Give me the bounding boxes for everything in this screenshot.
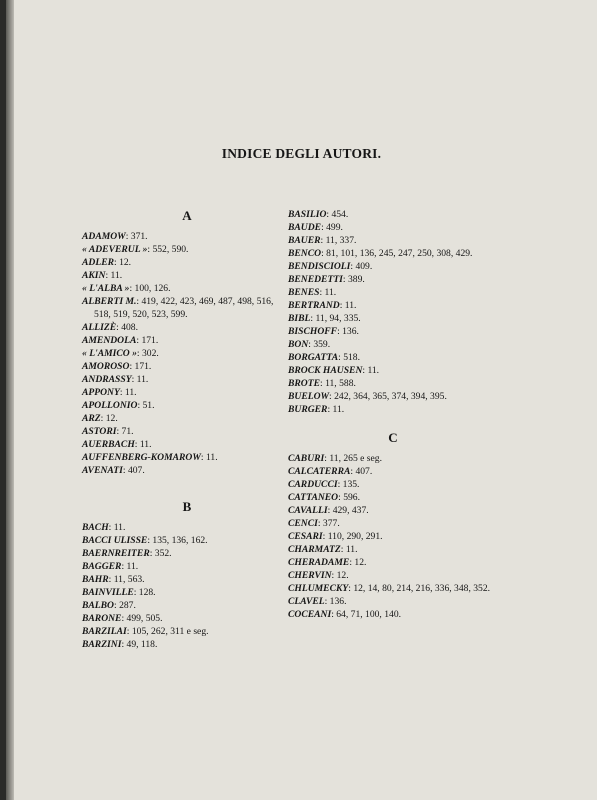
page-references: : 136.: [337, 326, 359, 337]
page-references: : 409.: [350, 261, 373, 272]
author-name: BROCK HAUSEN: [288, 365, 363, 376]
index-column-right: [288, 208, 498, 621]
page-references: : 51.: [137, 400, 155, 411]
page-references: : 171.: [136, 335, 159, 346]
index-entry: [288, 504, 498, 517]
index-entry: [288, 491, 498, 504]
author-name: CHLUMECKY: [288, 583, 349, 594]
author-name: ANDRASSY: [82, 374, 132, 385]
author-name: BAHR: [82, 574, 109, 585]
author-name: ADAMOW: [82, 231, 126, 242]
author-name: BACH: [82, 522, 109, 533]
index-entry: [82, 230, 292, 243]
page-references: : 100, 126.: [129, 283, 171, 294]
index-entry: [288, 260, 498, 273]
index-entry: [82, 573, 292, 586]
author-name: COCEANI: [288, 609, 332, 620]
author-name: BENEDETTI: [288, 274, 343, 285]
page-references: : 11.: [131, 374, 149, 385]
index-entry: [288, 452, 498, 465]
index-entry: [82, 269, 292, 282]
index-entry: [288, 325, 498, 338]
page-references: : 454.: [326, 209, 349, 220]
index-entry: [82, 412, 292, 425]
author-name: ALLIZÈ: [82, 322, 117, 333]
index-entry: [288, 312, 498, 325]
page-references: : 11.: [339, 300, 357, 311]
index-entry: [288, 286, 498, 299]
index-entry: [288, 517, 498, 530]
page-references: : 11.: [121, 561, 139, 572]
index-entry: [82, 625, 292, 638]
index-entry: [82, 282, 292, 295]
index-entry: [288, 351, 498, 364]
author-name: BUELOW: [288, 391, 330, 402]
index-entry: [82, 373, 292, 386]
index-entry: [288, 530, 498, 543]
author-name: AMOROSO: [82, 361, 130, 372]
index-entry: [288, 377, 498, 390]
author-name: BARZINI: [82, 639, 122, 650]
author-name: BASILIO: [288, 209, 327, 220]
section-letter: A: [182, 208, 192, 223]
author-name: CHERVIN: [288, 570, 332, 581]
author-name: CABURI: [288, 453, 325, 464]
author-name: BAINVILLE: [82, 587, 134, 598]
author-name: BURGER: [288, 404, 328, 415]
page-references: : 171.: [129, 361, 152, 372]
page-references: : 407.: [350, 466, 373, 477]
author-name: BAERNREITER: [82, 548, 150, 559]
author-name: CARDUCCI: [288, 479, 338, 490]
page-references: : 518.: [338, 352, 360, 363]
page-references: : 11, 265 e seg.: [324, 453, 382, 464]
author-name: CATTANEO: [288, 492, 339, 503]
index-entry: [288, 556, 498, 569]
author-name: BENES: [288, 287, 320, 298]
index-entry: [82, 334, 292, 347]
section-letter: B: [182, 499, 192, 514]
index-entry: [82, 560, 292, 573]
index-entry: [82, 347, 292, 360]
index-entry: [288, 247, 498, 260]
author-name: CHERADAME: [288, 557, 350, 568]
page-references: : 11, 94, 335.: [310, 313, 361, 324]
page-references: : 287.: [114, 600, 136, 611]
page-references: : 499.: [321, 222, 343, 233]
page-references: : 136.: [324, 596, 347, 607]
author-name: ARZ: [82, 413, 101, 424]
page-references: : 12.: [100, 413, 118, 424]
author-name: BAUDE: [288, 222, 322, 233]
author-name: BON: [288, 339, 309, 350]
author-name: BIBL: [288, 313, 311, 324]
page-references: : 11.: [105, 270, 123, 281]
index-entry: [288, 582, 498, 595]
page-references: : 105, 262, 311 e seg.: [126, 626, 209, 637]
index-entry: [82, 399, 292, 412]
author-name: BARZILAI: [82, 626, 127, 637]
page-references: : 128.: [133, 587, 156, 598]
page-references: : 419, 422, 423, 469, 487, 498, 516, 518, 519, 520, 523, 599.: [94, 296, 274, 320]
index-entry: [82, 425, 292, 438]
index-entry: [288, 221, 498, 234]
index-entry: [82, 599, 292, 612]
author-name: CAVALLI: [288, 505, 328, 516]
page-references: : 499, 505.: [121, 613, 163, 624]
index-entry: [288, 338, 498, 351]
page-references: : 371.: [125, 231, 148, 242]
index-entry: [82, 612, 292, 625]
index-entry: [82, 256, 292, 269]
author-name: BACCI ULISSE: [82, 535, 148, 546]
page-references: : 11.: [327, 404, 345, 415]
page-title: INDICE DEGLI AUTORI.: [221, 146, 382, 161]
index-entry: [82, 586, 292, 599]
index-entry: [82, 438, 292, 451]
author-name: BORGATTA: [288, 352, 339, 363]
page-references: : 11.: [362, 365, 380, 376]
page-references: : 596.: [338, 492, 360, 503]
section-letter: C: [388, 430, 398, 445]
author-name: ASTORI: [82, 426, 117, 437]
entry-list: [288, 452, 498, 621]
index-entry: [288, 273, 498, 286]
index-entry: [288, 299, 498, 312]
author-name: BARONE: [82, 613, 122, 624]
index-entry: [288, 208, 498, 221]
page-references: : 11.: [108, 522, 126, 533]
index-entry: [82, 638, 292, 651]
index-entry: [82, 547, 292, 560]
author-name: APPONY: [82, 387, 120, 398]
page-references: : 12.: [114, 257, 132, 268]
page-references: : 11.: [319, 287, 337, 298]
page-references: : 64, 71, 100, 140.: [331, 609, 402, 620]
page-references: : 81, 101, 136, 245, 247, 250, 308, 429.: [321, 248, 473, 259]
page-references: : 242, 364, 365, 374, 394, 395.: [329, 391, 447, 402]
page-references: : 377.: [317, 518, 340, 529]
entry-list: [288, 208, 498, 416]
index-entry: [288, 364, 498, 377]
page-references: : 49, 118.: [121, 639, 158, 650]
page-references: : 71.: [116, 426, 134, 437]
index-entry: [288, 465, 498, 478]
author-name: CLAVEL: [288, 596, 325, 607]
author-name: « ADEVERUL »: [82, 244, 148, 255]
page-references: : 12.: [349, 557, 367, 568]
index-entry: [82, 321, 292, 334]
author-name: BENDISCIOLI: [288, 261, 351, 272]
index-entry: [288, 478, 498, 491]
page-references: : 11.: [134, 439, 152, 450]
page-references: : 11, 563.: [108, 574, 145, 585]
author-name: BAGGER: [82, 561, 122, 572]
author-name: ADLER: [82, 257, 114, 268]
index-entry: [288, 390, 498, 403]
page-references: : 552, 590.: [147, 244, 189, 255]
page-references: : 11.: [119, 387, 137, 398]
index-entry: [288, 543, 498, 556]
page-references: : 11, 337.: [320, 235, 357, 246]
page-references: : 110, 290, 291.: [322, 531, 383, 542]
index-column-left: [82, 208, 292, 651]
section-c: [288, 430, 498, 621]
index-entry: [82, 451, 292, 464]
index-entry: [288, 569, 498, 582]
page-references: : 389.: [342, 274, 365, 285]
entry-list: [82, 521, 292, 651]
section-b: [82, 499, 292, 651]
index-entry: [82, 243, 292, 256]
page-references: : 135.: [337, 479, 360, 490]
author-name: BENCO: [288, 248, 322, 259]
index-entry: [288, 595, 498, 608]
index-entry: [82, 360, 292, 373]
page-references: : 11.: [340, 544, 358, 555]
section-a: [82, 208, 292, 477]
index-entry: [288, 608, 498, 621]
author-name: APOLLONIO: [82, 400, 138, 411]
page-references: : 407.: [122, 465, 145, 476]
page-binding-edge: [6, 0, 14, 800]
index-entry: [82, 464, 292, 477]
author-name: CHARMATZ: [288, 544, 341, 555]
index-entry: [82, 386, 292, 399]
author-name: « L'AMICO »: [82, 348, 137, 359]
entry-list: [82, 230, 292, 477]
index-entry: [82, 534, 292, 547]
index-entry: [82, 295, 292, 321]
author-name: AKIN: [82, 270, 106, 281]
author-name: BROTE: [288, 378, 320, 389]
page-references: : 429, 437.: [327, 505, 369, 516]
author-name: AVENATI: [82, 465, 123, 476]
author-name: CALCATERRA: [288, 466, 351, 477]
author-name: AUFFENBERG-KOMAROW: [82, 452, 201, 463]
page-references: : 135, 136, 162.: [147, 535, 208, 546]
page-references: : 12, 14, 80, 214, 216, 336, 348, 352.: [348, 583, 491, 594]
author-name: AUERBACH: [82, 439, 135, 450]
page-references: : 352.: [149, 548, 172, 559]
index-entry: [82, 521, 292, 534]
author-name: BISCHOFF: [288, 326, 338, 337]
author-name: « L'ALBA »: [82, 283, 130, 294]
page-references: : 408.: [116, 322, 138, 333]
index-page: [6, 0, 597, 800]
author-name: BAUER: [288, 235, 321, 246]
author-name: BERTRAND: [288, 300, 340, 311]
page-references: : 11, 588.: [320, 378, 356, 389]
page-references: : 11.: [200, 452, 218, 463]
page-references: : 12.: [331, 570, 349, 581]
page-references: : 302.: [136, 348, 159, 359]
index-entry: [288, 403, 498, 416]
author-name: AMENDOLA: [82, 335, 137, 346]
index-entry: [288, 234, 498, 247]
page-references: : 359.: [308, 339, 331, 350]
author-name: BALBO: [82, 600, 114, 611]
author-name: ALBERTI M.: [82, 296, 137, 307]
section-b-continued: [288, 208, 498, 416]
author-name: CESARI: [288, 531, 323, 542]
author-name: CENCI: [288, 518, 318, 529]
